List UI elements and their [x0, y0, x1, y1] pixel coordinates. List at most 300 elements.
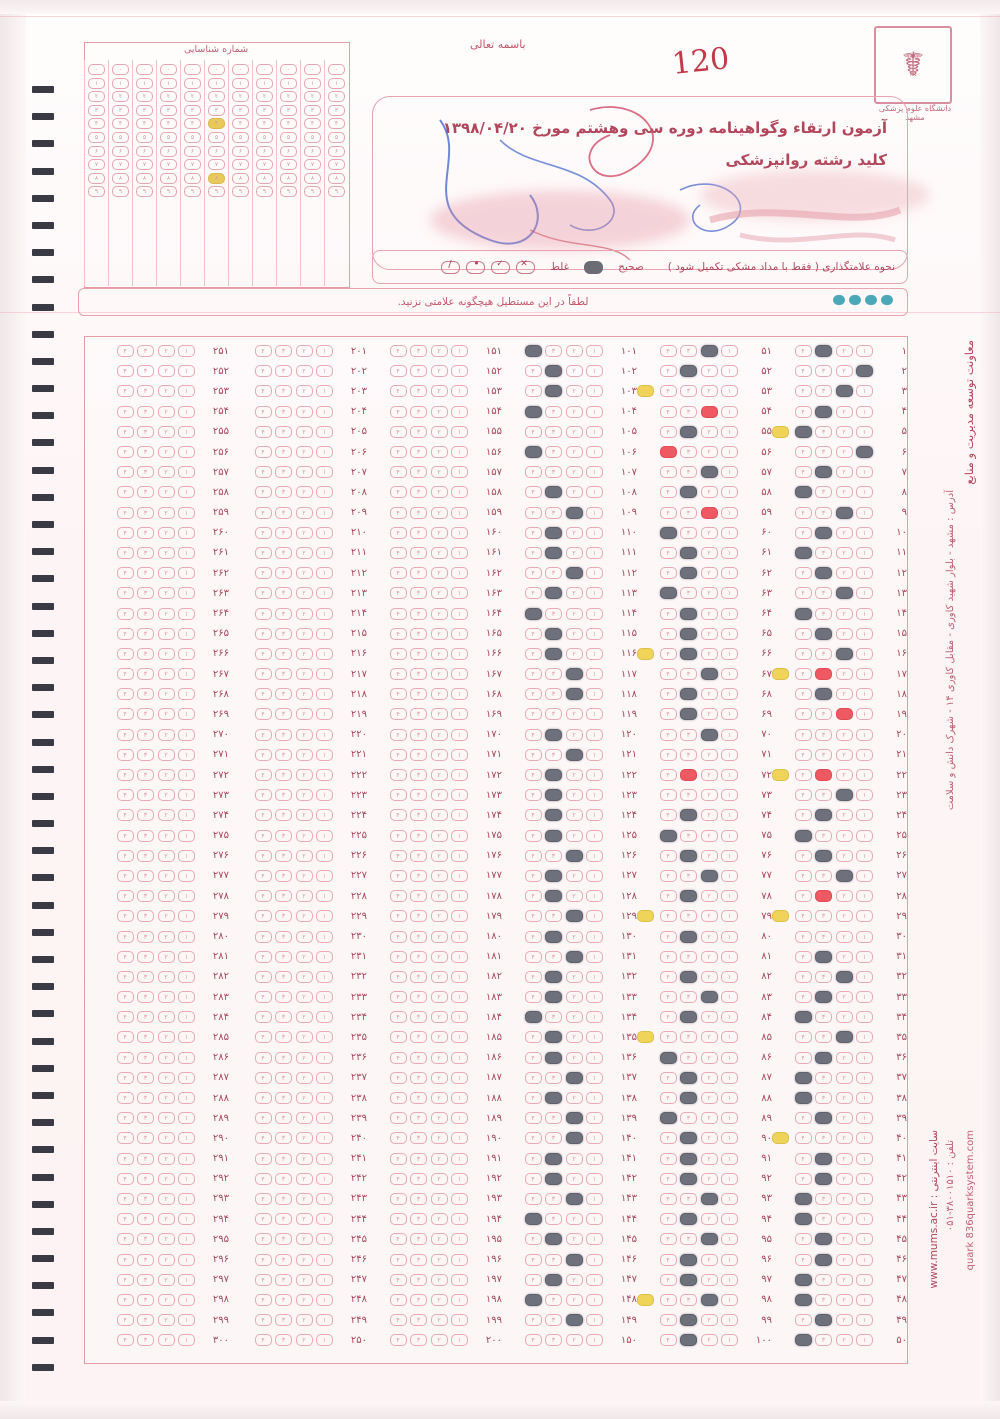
answer-bubble[interactable]: ۲: [566, 608, 583, 620]
answer-bubble[interactable]: [795, 1092, 812, 1104]
answer-bubble[interactable]: ۱: [856, 910, 873, 922]
id-grid-bubble[interactable]: ۵: [88, 132, 105, 143]
answer-row[interactable]: [636, 543, 772, 563]
answer-bubble[interactable]: ۴: [660, 345, 677, 357]
answer-bubble[interactable]: [525, 1213, 542, 1225]
answer-bubble[interactable]: ۲: [566, 527, 583, 539]
answer-row[interactable]: [501, 1108, 637, 1128]
bubble-group[interactable]: [117, 769, 201, 781]
answer-bubble[interactable]: ۳: [410, 931, 427, 943]
answer-bubble[interactable]: [545, 1233, 562, 1245]
answer-bubble[interactable]: ۲: [296, 466, 313, 478]
answer-bubble[interactable]: ۴: [795, 385, 812, 397]
answer-bubble[interactable]: ۳: [275, 769, 292, 781]
answer-bubble[interactable]: ۲: [836, 951, 853, 963]
answer-bubble[interactable]: ۲: [158, 628, 175, 640]
answer-bubble[interactable]: ۱: [316, 1193, 333, 1205]
answer-bubble[interactable]: [545, 385, 562, 397]
id-grid-bubble[interactable]: ۸: [280, 173, 297, 184]
bubble-group[interactable]: [390, 1011, 474, 1023]
answer-bubble[interactable]: ۳: [137, 1072, 154, 1084]
answer-bubble[interactable]: ۱: [721, 1193, 738, 1205]
answer-row[interactable]: [366, 503, 502, 523]
bubble-group[interactable]: [390, 1173, 474, 1185]
answer-bubble[interactable]: ۲: [836, 769, 853, 781]
answer-bubble[interactable]: ۱: [451, 1072, 468, 1084]
answer-bubble[interactable]: ۲: [158, 971, 175, 983]
answer-row[interactable]: [636, 1128, 772, 1148]
id-grid-bubble[interactable]: ۷: [208, 159, 225, 170]
answer-row[interactable]: [771, 967, 907, 987]
answer-bubble[interactable]: ۱: [451, 1334, 468, 1346]
bubble-group[interactable]: [255, 385, 339, 397]
answer-bubble[interactable]: ۴: [255, 1213, 272, 1225]
id-grid-bubble[interactable]: ۰: [88, 64, 105, 75]
bubble-group[interactable]: [117, 1092, 201, 1104]
id-grid-bubble[interactable]: ۷: [112, 159, 129, 170]
answer-bubble[interactable]: ۴: [117, 1173, 134, 1185]
answer-bubble[interactable]: ۲: [431, 789, 448, 801]
answer-bubble[interactable]: ۳: [137, 426, 154, 438]
bubble-group[interactable]: [525, 446, 609, 458]
id-grid-column[interactable]: [276, 60, 300, 286]
answer-bubble[interactable]: ۲: [836, 628, 853, 640]
answer-bubble[interactable]: ۳: [545, 1294, 562, 1306]
id-grid-bubble[interactable]: ۸: [208, 173, 225, 184]
answer-bubble[interactable]: ۱: [586, 1132, 603, 1144]
answer-bubble[interactable]: ۱: [856, 1052, 873, 1064]
bubble-group[interactable]: [660, 1072, 744, 1084]
bubble-group[interactable]: [390, 426, 474, 438]
answer-bubble[interactable]: ۱: [451, 910, 468, 922]
bubble-group[interactable]: [255, 1173, 339, 1185]
answer-bubble[interactable]: ۲: [296, 1173, 313, 1185]
answer-bubble[interactable]: ۴: [390, 1294, 407, 1306]
answer-bubble[interactable]: ۴: [255, 466, 272, 478]
answer-bubble[interactable]: ۳: [545, 1334, 562, 1346]
answer-bubble[interactable]: [545, 486, 562, 498]
answer-bubble[interactable]: ۱: [586, 486, 603, 498]
answer-bubble[interactable]: ۴: [117, 608, 134, 620]
answer-bubble[interactable]: ۳: [137, 830, 154, 842]
answer-bubble[interactable]: ۳: [410, 910, 427, 922]
answer-bubble[interactable]: ۱: [178, 708, 195, 720]
answer-bubble[interactable]: ۳: [137, 547, 154, 559]
answer-bubble[interactable]: ۳: [410, 1173, 427, 1185]
answer-bubble[interactable]: ۳: [815, 365, 832, 377]
answer-bubble[interactable]: ۴: [255, 345, 272, 357]
answer-bubble[interactable]: ۳: [137, 1132, 154, 1144]
answer-bubble[interactable]: ۳: [410, 991, 427, 1003]
answer-bubble[interactable]: ۳: [680, 406, 697, 418]
answer-bubble[interactable]: ۱: [586, 890, 603, 902]
answer-bubble[interactable]: ۱: [178, 426, 195, 438]
id-grid-bubble[interactable]: ۱: [232, 78, 249, 89]
answer-bubble[interactable]: [815, 1314, 832, 1326]
answer-bubble[interactable]: ۱: [316, 830, 333, 842]
answer-bubble[interactable]: ۱: [316, 809, 333, 821]
answer-bubble[interactable]: ۱: [451, 850, 468, 862]
answer-bubble[interactable]: ۲: [158, 769, 175, 781]
answer-bubble[interactable]: ۳: [137, 567, 154, 579]
bubble-group[interactable]: [255, 971, 339, 983]
answer-bubble[interactable]: ۴: [117, 527, 134, 539]
answer-bubble[interactable]: [701, 991, 718, 1003]
answer-row[interactable]: [771, 906, 907, 926]
answer-row[interactable]: [93, 523, 229, 543]
answer-row[interactable]: [636, 967, 772, 987]
answer-bubble[interactable]: ۳: [815, 870, 832, 882]
bubble-group[interactable]: [525, 830, 609, 842]
answer-row[interactable]: [231, 482, 367, 502]
answer-bubble[interactable]: ۳: [680, 729, 697, 741]
answer-bubble[interactable]: ۴: [660, 385, 677, 397]
answer-bubble[interactable]: ۲: [836, 466, 853, 478]
answer-bubble[interactable]: ۲: [566, 1092, 583, 1104]
answer-bubble[interactable]: ۲: [296, 668, 313, 680]
bubble-group[interactable]: [117, 668, 201, 680]
bubble-group[interactable]: [525, 850, 609, 862]
bubble-group[interactable]: [525, 608, 609, 620]
answer-bubble[interactable]: [545, 809, 562, 821]
answer-row[interactable]: [93, 462, 229, 482]
answer-bubble[interactable]: ۱: [721, 547, 738, 559]
bubble-group[interactable]: [255, 1254, 339, 1266]
answer-bubble[interactable]: ۱: [178, 1173, 195, 1185]
answer-bubble[interactable]: ۱: [316, 1132, 333, 1144]
answer-bubble[interactable]: ۲: [566, 789, 583, 801]
answer-bubble[interactable]: ۳: [410, 507, 427, 519]
bubble-group[interactable]: [390, 991, 474, 1003]
answer-bubble[interactable]: ۴: [525, 1173, 542, 1185]
answer-bubble[interactable]: ۱: [316, 1294, 333, 1306]
answer-bubble[interactable]: ۱: [721, 446, 738, 458]
answer-bubble[interactable]: ۳: [137, 1031, 154, 1043]
answer-bubble[interactable]: ۴: [390, 446, 407, 458]
answer-row[interactable]: [231, 725, 367, 745]
id-grid-bubble[interactable]: ۴: [280, 118, 297, 129]
answer-bubble[interactable]: [680, 426, 697, 438]
id-grid-bubble[interactable]: ۸: [184, 173, 201, 184]
id-grid-bubble[interactable]: ۰: [160, 64, 177, 75]
answer-bubble[interactable]: ۲: [158, 365, 175, 377]
answer-bubble[interactable]: ۴: [660, 1254, 677, 1266]
answer-bubble[interactable]: ۴: [795, 688, 812, 700]
bubble-group[interactable]: [525, 910, 609, 922]
bubble-group[interactable]: [660, 345, 744, 357]
answer-bubble[interactable]: ۱: [178, 729, 195, 741]
bubble-group[interactable]: [795, 890, 879, 902]
answer-bubble[interactable]: ۴: [795, 890, 812, 902]
answer-bubble[interactable]: ۱: [586, 1274, 603, 1286]
bubble-group[interactable]: [660, 789, 744, 801]
answer-bubble[interactable]: ۲: [158, 1112, 175, 1124]
answer-row[interactable]: [366, 402, 502, 422]
bubble-group[interactable]: [255, 628, 339, 640]
bubble-group[interactable]: [390, 507, 474, 519]
bubble-group[interactable]: [255, 365, 339, 377]
answer-bubble[interactable]: ۳: [545, 507, 562, 519]
id-grid-column[interactable]: [204, 60, 228, 286]
answer-bubble[interactable]: ۳: [410, 809, 427, 821]
answer-bubble[interactable]: ۱: [451, 628, 468, 640]
answer-row[interactable]: [501, 462, 637, 482]
answer-bubble[interactable]: ۲: [158, 1153, 175, 1165]
bubble-group[interactable]: [390, 769, 474, 781]
answer-bubble[interactable]: ۴: [390, 507, 407, 519]
bubble-group[interactable]: [390, 1213, 474, 1225]
answer-bubble[interactable]: ۲: [566, 1153, 583, 1165]
answer-bubble[interactable]: [701, 507, 718, 519]
answer-bubble[interactable]: ۴: [795, 567, 812, 579]
answer-row[interactable]: [771, 1007, 907, 1027]
answer-row[interactable]: [366, 1007, 502, 1027]
answer-bubble[interactable]: ۳: [275, 1072, 292, 1084]
bubble-group[interactable]: [660, 365, 744, 377]
answer-bubble[interactable]: ۱: [586, 1233, 603, 1245]
answer-bubble[interactable]: ۲: [158, 1294, 175, 1306]
id-grid-bubble[interactable]: ۶: [328, 146, 345, 157]
answer-bubble[interactable]: ۲: [431, 547, 448, 559]
answer-bubble[interactable]: ۱: [721, 426, 738, 438]
answer-bubble[interactable]: ۳: [137, 608, 154, 620]
answer-bubble[interactable]: ۱: [178, 345, 195, 357]
answer-bubble[interactable]: ۲: [836, 426, 853, 438]
answer-bubble[interactable]: ۴: [795, 971, 812, 983]
answer-bubble[interactable]: [815, 769, 832, 781]
bubble-group[interactable]: [660, 466, 744, 478]
bubble-group[interactable]: [390, 1314, 474, 1326]
answer-bubble[interactable]: ۱: [178, 1193, 195, 1205]
answer-row[interactable]: [366, 926, 502, 946]
answer-bubble[interactable]: ۲: [158, 1072, 175, 1084]
answer-bubble[interactable]: ۱: [721, 688, 738, 700]
answer-bubble[interactable]: ۲: [431, 870, 448, 882]
answer-bubble[interactable]: ۴: [525, 870, 542, 882]
answer-column[interactable]: [636, 341, 772, 1359]
answer-bubble[interactable]: ۱: [178, 769, 195, 781]
answer-bubble[interactable]: ۲: [566, 547, 583, 559]
id-grid-bubble[interactable]: ۳: [136, 105, 153, 116]
answer-bubble[interactable]: ۲: [158, 1132, 175, 1144]
answer-bubble[interactable]: ۴: [795, 1314, 812, 1326]
bubble-group[interactable]: [390, 567, 474, 579]
answer-row[interactable]: [231, 967, 367, 987]
answer-bubble[interactable]: ۴: [660, 1274, 677, 1286]
answer-bubble[interactable]: ۴: [795, 668, 812, 680]
id-grid-bubble[interactable]: ۶: [112, 146, 129, 157]
answer-bubble[interactable]: ۳: [680, 587, 697, 599]
bubble-group[interactable]: [117, 991, 201, 1003]
answer-row[interactable]: [93, 503, 229, 523]
answer-bubble[interactable]: ۳: [275, 1294, 292, 1306]
answer-bubble[interactable]: ۲: [566, 466, 583, 478]
answer-bubble[interactable]: ۱: [451, 648, 468, 660]
answer-bubble[interactable]: ۴: [525, 769, 542, 781]
answer-row[interactable]: [636, 1108, 772, 1128]
answer-bubble[interactable]: ۴: [660, 991, 677, 1003]
id-grid-bubble[interactable]: ۶: [184, 146, 201, 157]
answer-bubble[interactable]: ۴: [255, 870, 272, 882]
answer-row[interactable]: [501, 1290, 637, 1310]
answer-row[interactable]: [93, 947, 229, 967]
answer-bubble[interactable]: ۴: [660, 1294, 677, 1306]
id-grid-bubble[interactable]: ۳: [160, 105, 177, 116]
answer-bubble[interactable]: ۱: [856, 406, 873, 418]
answer-bubble[interactable]: ۴: [390, 527, 407, 539]
answer-bubble[interactable]: ۳: [137, 628, 154, 640]
answer-bubble[interactable]: ۱: [316, 466, 333, 478]
answer-bubble[interactable]: ۳: [815, 1031, 832, 1043]
answer-row[interactable]: [636, 1048, 772, 1068]
answer-bubble[interactable]: ۴: [660, 850, 677, 862]
id-grid-bubble[interactable]: ۶: [280, 146, 297, 157]
bubble-group[interactable]: [117, 507, 201, 519]
answer-bubble[interactable]: ۳: [815, 486, 832, 498]
answer-bubble[interactable]: ۱: [451, 608, 468, 620]
answer-bubble[interactable]: ۴: [525, 1031, 542, 1043]
answer-bubble[interactable]: [566, 1112, 583, 1124]
bubble-group[interactable]: [660, 406, 744, 418]
answer-row[interactable]: [231, 523, 367, 543]
answer-bubble[interactable]: ۲: [836, 1072, 853, 1084]
answer-bubble[interactable]: ۴: [255, 708, 272, 720]
answer-bubble[interactable]: ۳: [410, 1213, 427, 1225]
answer-row[interactable]: [93, 886, 229, 906]
answer-bubble[interactable]: ۳: [545, 1254, 562, 1266]
answer-bubble[interactable]: ۴: [390, 1233, 407, 1245]
id-grid-bubble[interactable]: ۵: [280, 132, 297, 143]
answer-bubble[interactable]: ۱: [451, 1132, 468, 1144]
answer-bubble[interactable]: ۲: [836, 1294, 853, 1306]
answer-bubble[interactable]: ۴: [660, 1011, 677, 1023]
answer-bubble[interactable]: ۴: [390, 991, 407, 1003]
bubble-group[interactable]: [525, 587, 609, 599]
answer-bubble[interactable]: ۴: [525, 486, 542, 498]
answer-bubble[interactable]: ۲: [836, 406, 853, 418]
bubble-group[interactable]: [525, 870, 609, 882]
answer-bubble[interactable]: ۱: [451, 507, 468, 519]
bubble-group[interactable]: [660, 446, 744, 458]
answer-row[interactable]: [771, 1169, 907, 1189]
answer-bubble[interactable]: ۲: [701, 446, 718, 458]
bubble-group[interactable]: [660, 1092, 744, 1104]
answer-row[interactable]: [636, 503, 772, 523]
answer-row[interactable]: [231, 1169, 367, 1189]
answer-row[interactable]: [771, 1310, 907, 1330]
answer-bubble[interactable]: ۳: [410, 406, 427, 418]
answer-bubble[interactable]: ۳: [275, 1112, 292, 1124]
bubble-group[interactable]: [525, 1213, 609, 1225]
answer-bubble[interactable]: ۲: [836, 1274, 853, 1286]
bubble-group[interactable]: [255, 1314, 339, 1326]
answer-bubble[interactable]: [680, 628, 697, 640]
answer-bubble[interactable]: ۳: [680, 1294, 697, 1306]
answer-bubble[interactable]: ۳: [815, 1193, 832, 1205]
answer-bubble[interactable]: ۳: [410, 567, 427, 579]
answer-bubble[interactable]: ۳: [545, 1112, 562, 1124]
answer-bubble[interactable]: ۱: [721, 991, 738, 1003]
answer-bubble[interactable]: ۱: [586, 931, 603, 943]
answer-bubble[interactable]: ۲: [431, 1173, 448, 1185]
answer-row[interactable]: [93, 1027, 229, 1047]
answer-row[interactable]: [636, 866, 772, 886]
answer-bubble[interactable]: [795, 1011, 812, 1023]
answer-row[interactable]: [501, 967, 637, 987]
answer-bubble[interactable]: ۴: [255, 628, 272, 640]
answer-bubble[interactable]: ۱: [721, 708, 738, 720]
answer-bubble[interactable]: [545, 1092, 562, 1104]
answer-row[interactable]: [93, 664, 229, 684]
answer-bubble[interactable]: ۴: [525, 385, 542, 397]
bubble-group[interactable]: [660, 1052, 744, 1064]
answer-bubble[interactable]: ۲: [296, 385, 313, 397]
answer-bubble[interactable]: ۳: [137, 991, 154, 1003]
answer-row[interactable]: [501, 402, 637, 422]
bubble-group[interactable]: [795, 1193, 879, 1205]
answer-bubble[interactable]: ۳: [815, 1072, 832, 1084]
answer-bubble[interactable]: ۳: [275, 547, 292, 559]
bubble-group[interactable]: [117, 951, 201, 963]
answer-bubble[interactable]: ۳: [137, 486, 154, 498]
answer-bubble[interactable]: ۳: [410, 708, 427, 720]
answer-bubble[interactable]: ۳: [545, 850, 562, 862]
answer-bubble[interactable]: ۲: [158, 345, 175, 357]
bubble-group[interactable]: [390, 1092, 474, 1104]
answer-bubble[interactable]: ۴: [117, 1112, 134, 1124]
answer-bubble[interactable]: [545, 628, 562, 640]
answer-bubble[interactable]: ۴: [117, 1213, 134, 1225]
answer-bubble[interactable]: ۴: [660, 688, 677, 700]
answer-row[interactable]: [231, 462, 367, 482]
answer-row[interactable]: [366, 947, 502, 967]
answer-bubble[interactable]: [856, 365, 873, 377]
answer-bubble[interactable]: ۴: [117, 1052, 134, 1064]
answer-row[interactable]: [771, 1149, 907, 1169]
answer-bubble[interactable]: [680, 1132, 697, 1144]
answer-row[interactable]: [366, 1088, 502, 1108]
answer-bubble[interactable]: ۳: [137, 850, 154, 862]
bubble-group[interactable]: [117, 1334, 201, 1346]
answer-row[interactable]: [636, 1189, 772, 1209]
answer-row[interactable]: [231, 603, 367, 623]
answer-bubble[interactable]: ۳: [275, 608, 292, 620]
answer-bubble[interactable]: ۲: [701, 1092, 718, 1104]
answer-bubble[interactable]: ۴: [255, 547, 272, 559]
answer-bubble[interactable]: ۱: [451, 971, 468, 983]
answer-bubble[interactable]: ۴: [255, 1233, 272, 1245]
bubble-group[interactable]: [660, 1011, 744, 1023]
id-grid-bubble[interactable]: ۲: [88, 91, 105, 102]
answer-bubble[interactable]: [566, 507, 583, 519]
bubble-group[interactable]: [637, 1294, 743, 1306]
answer-bubble[interactable]: ۳: [410, 830, 427, 842]
answer-bubble[interactable]: [660, 1112, 677, 1124]
answer-bubble[interactable]: ۲: [836, 1254, 853, 1266]
answer-bubble[interactable]: ۲: [566, 830, 583, 842]
answer-bubble[interactable]: [680, 850, 697, 862]
answer-bubble[interactable]: ۱: [856, 931, 873, 943]
answer-bubble[interactable]: ۲: [431, 688, 448, 700]
answer-bubble[interactable]: ۳: [680, 991, 697, 1003]
answer-bubble[interactable]: ۱: [721, 365, 738, 377]
id-grid-bubble[interactable]: ۵: [208, 132, 225, 143]
answer-bubble[interactable]: ۴: [390, 385, 407, 397]
answer-bubble[interactable]: ۳: [275, 587, 292, 599]
bubble-group[interactable]: [637, 385, 743, 397]
answer-bubble[interactable]: ۳: [680, 466, 697, 478]
id-grid-bubble[interactable]: ۹: [112, 186, 129, 197]
